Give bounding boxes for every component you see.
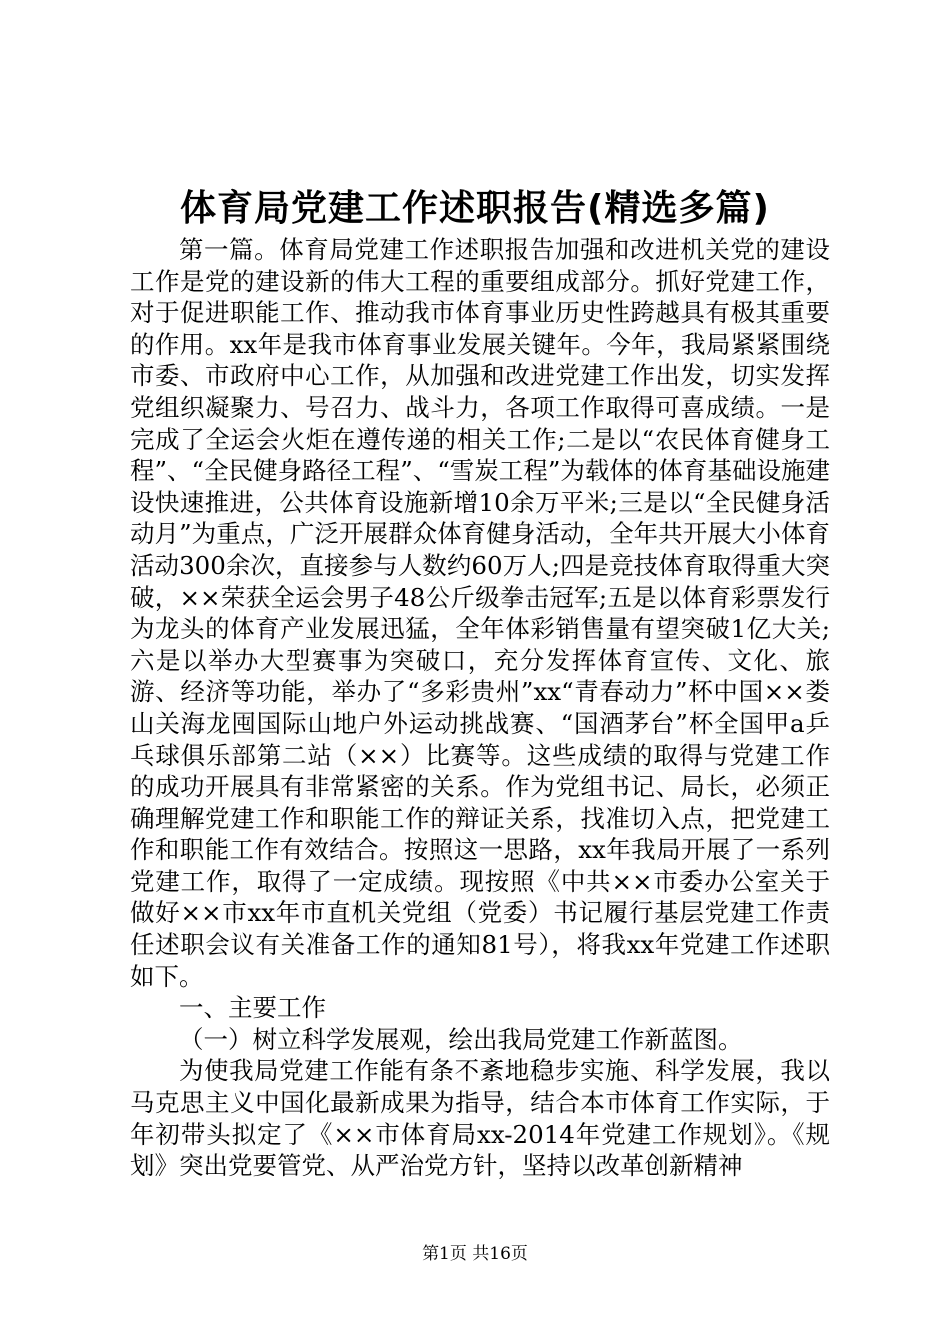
paragraph-planning: 为使我局党建工作能有条不紊地稳步实施、科学发展，我以马克思主义中国化最新成果为指导，结合本市体育工作实际，于年初带头拟定了《××市体育局xx-2014年党建工作规划》。《规划》突出党要管党、从严治党方针，坚持以改革创新精神 (130, 1056, 830, 1181)
paragraph-intro: 第一篇。体育局党建工作述职报告加强和改进机关党的建设工作是党的建设新的伟大工程的重要组成部分。抓好党建工作，对于促进职能工作、推动我市体育事业历史性跨越具有极其重要的作用。xx年是我市体育事业发展关键年。今年，我局紧紧围绕市委、市政府中心工作，从加强和改进党建工作出发，切实发挥党组织凝聚力、号召力、战斗力，各项工作取得可喜成绩。一是完成了全运会火炬在遵传递的相关工作;二是以“农民体育健身工程”、“全民健身路径工程”、“雪炭工程”为载体的体育基础设施建设快速推进，公共体育设施新增10余万平米;三是以“全民健身活动月”为重点，广泛开展群众体育健身活动，全年共开展大小体育活动300余次，直接参与人数约60万人;四是竞技体育取得重大突破，××荣获全运会男子48公斤级拳击冠军;五是以体育彩票发行为龙头的体育产业发展迅猛，全年体彩销售量有望突破1亿大关;六是以举办大型赛事为突破口，充分发挥体育宣传、文化、旅游、经济等功能，举办了“多彩贵州”xx“青春动力”杯中国××娄山关海龙囤国际山地户外运动挑战赛、“国酒茅台”杯全国甲a乒乓球俱乐部第二站（××）比赛等。这些成绩的取得与党建工作的成功开展具有非常紧密的关系。作为党组书记、局长，必须正确理解党建工作和职能工作的辩证关系，找准切入点，把党建工作和职能工作有效结合。按照这一思路，xx年我局开展了一系列党建工作，取得了一定成绩。现按照《中共××市委办公室关于做好××市xx年市直机关党组（党委）书记履行基层党建工作责任述职会议有关准备工作的通知81号），将我xx年党建工作述职如下。 (130, 235, 830, 991)
page-number-footer: 第1页 共16页 (422, 1244, 528, 1264)
section-heading-main-work: 一、主要工作 (179, 993, 326, 1023)
subsection-heading-1: （一）树立科学发展观，绘出我局党建工作新蓝图。 (179, 1024, 743, 1054)
document-body (130, 234, 830, 1182)
document-title: 体育局党建工作述职报告(精选多篇) (180, 188, 770, 229)
